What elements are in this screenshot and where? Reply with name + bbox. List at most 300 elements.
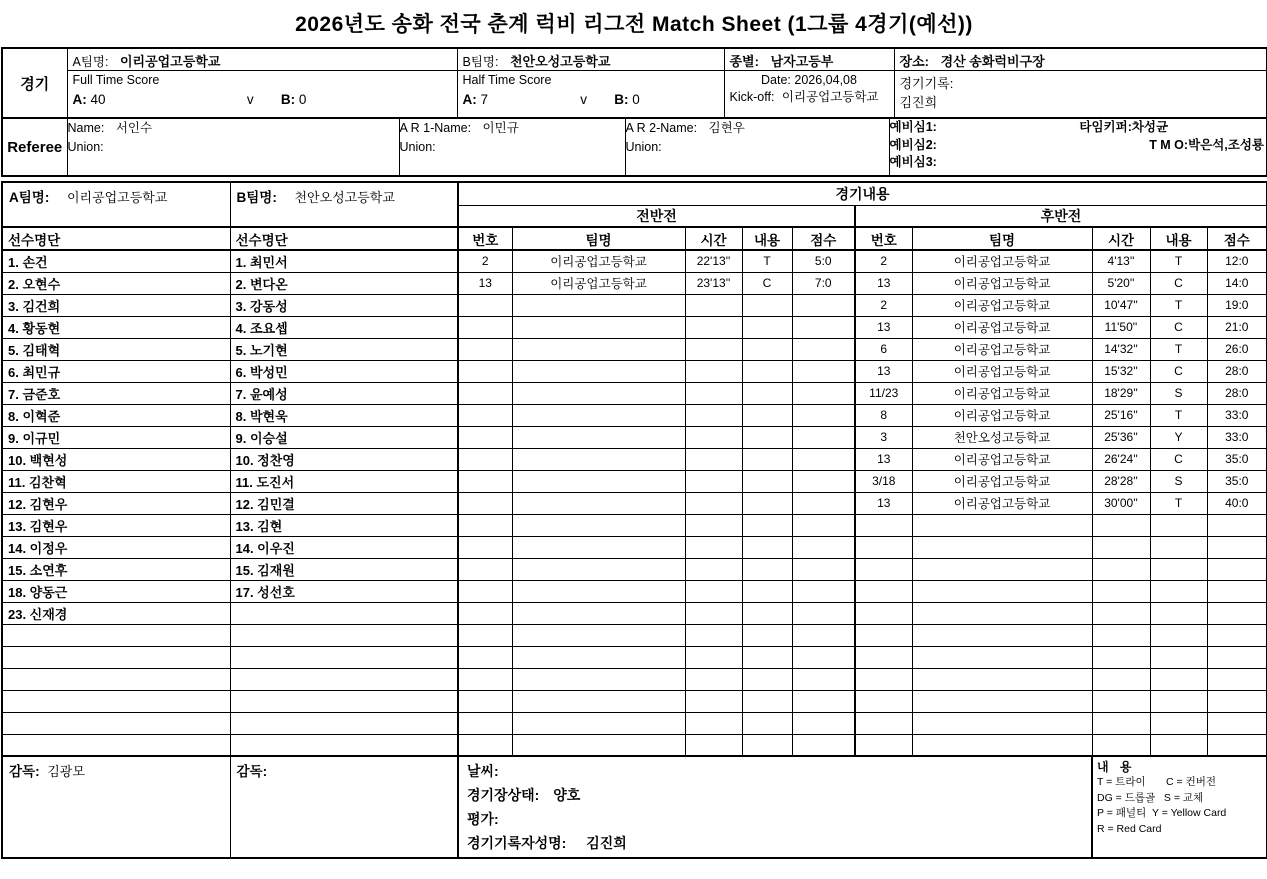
second-half-detail	[1150, 602, 1207, 624]
first-half-team	[512, 668, 685, 690]
team-a-player: 14. 이정우	[2, 536, 230, 558]
fh-col-team: 팀명	[512, 227, 685, 250]
legend-header: 내 용	[1097, 760, 1136, 774]
first-half-team	[512, 646, 685, 668]
category-line	[725, 49, 894, 71]
second-half-no: 13	[855, 316, 912, 338]
team-a-label: A팀명:	[72, 55, 109, 69]
second-half-no: 13	[855, 272, 912, 294]
team-a-player: 23. 신재경	[2, 602, 230, 624]
first-half-team	[512, 382, 685, 404]
grid-row	[2, 426, 1267, 448]
second-half-team: 이리공업고등학교	[912, 382, 1092, 404]
team-a-player	[2, 734, 230, 756]
team-a-player	[2, 624, 230, 646]
second-half-detail: C	[1150, 360, 1207, 382]
first-half-score	[792, 470, 855, 492]
category-value: 남자고등부	[770, 54, 834, 69]
first-half-no	[458, 294, 512, 316]
first-half-detail	[742, 690, 792, 712]
half-time-a-label: A:	[462, 92, 477, 107]
sh-col-team: 팀명	[912, 227, 1092, 250]
first-half-team	[512, 470, 685, 492]
second-half-time: 14'32''	[1092, 338, 1150, 360]
full-time-label: Full Time Score	[72, 73, 160, 87]
legend-lines	[1097, 775, 1262, 837]
half-time-a-value: 7	[480, 92, 489, 107]
grid-row	[2, 558, 1267, 580]
first-half-time	[685, 690, 742, 712]
first-half-team	[512, 316, 685, 338]
roster-team-b-label: B팀명:	[236, 190, 277, 205]
grid-row	[2, 646, 1267, 668]
second-half-team: 이리공업고등학교	[912, 316, 1092, 338]
first-half-time	[685, 294, 742, 316]
first-half-detail	[742, 426, 792, 448]
second-half-time	[1092, 624, 1150, 646]
team-b-player	[230, 646, 458, 668]
first-half-detail	[742, 734, 792, 756]
timekeeper-value: 타임키퍼:차성균	[1079, 120, 1169, 134]
second-half-time	[1092, 668, 1150, 690]
second-half-score	[1207, 536, 1267, 558]
grid-row	[2, 712, 1267, 734]
first-half-team	[512, 514, 685, 536]
ar2-union-line	[626, 138, 889, 157]
second-half-team: 이리공업고등학교	[912, 448, 1092, 470]
second-half-no: 3/18	[855, 470, 912, 492]
first-half-no	[458, 668, 512, 690]
second-half-team	[912, 624, 1092, 646]
first-half-team	[512, 602, 685, 624]
second-half-time: 11'50''	[1092, 316, 1150, 338]
recorder-block	[895, 71, 1267, 117]
team-a-player: 9. 이규민	[2, 426, 230, 448]
half-time-b-value: 0	[632, 92, 640, 107]
second-half-no: 6	[855, 338, 912, 360]
second-half-team: 이리공업고등학교	[912, 404, 1092, 426]
fh-col-time: 시간	[685, 227, 742, 250]
second-half-team	[912, 646, 1092, 668]
first-half-no	[458, 470, 512, 492]
first-half-detail	[742, 404, 792, 426]
full-time-score-block	[68, 71, 457, 117]
second-half-detail: S	[1150, 382, 1207, 404]
first-half-time	[685, 580, 742, 602]
second-half-no	[855, 580, 912, 602]
ar1-cell	[399, 118, 625, 176]
ar2-cell	[625, 118, 889, 176]
second-half-detail: C	[1150, 316, 1207, 338]
roster-team-a-name: 이리공업고등학교	[66, 190, 168, 205]
first-half-no	[458, 426, 512, 448]
first-half-score: 7:0	[792, 272, 855, 294]
second-half-team: 이리공업고등학교	[912, 360, 1092, 382]
second-half-team: 이리공업고등학교	[912, 250, 1092, 272]
second-half-no	[855, 668, 912, 690]
team-a-player: 18. 양동근	[2, 580, 230, 602]
second-half-team	[912, 580, 1092, 602]
second-half-time: 15'32''	[1092, 360, 1150, 382]
second-half-time	[1092, 602, 1150, 624]
first-half-no	[458, 712, 512, 734]
second-half-score: 19:0	[1207, 294, 1267, 316]
first-half-detail	[742, 602, 792, 624]
first-half-detail	[742, 580, 792, 602]
second-half-detail: T	[1150, 250, 1207, 272]
recorder-label: 경기기록:	[899, 76, 954, 91]
team-a-player	[2, 690, 230, 712]
second-half-no: 8	[855, 404, 912, 426]
first-half-score	[792, 624, 855, 646]
second-half-team	[912, 558, 1092, 580]
first-half-no	[458, 558, 512, 580]
grid-row	[2, 668, 1267, 690]
first-half-team	[512, 734, 685, 756]
second-half-score	[1207, 734, 1267, 756]
ar2-name-label: A R 2-Name:	[625, 121, 698, 135]
first-half-team	[512, 690, 685, 712]
category-date-cell	[724, 48, 894, 118]
second-half-score: 21:0	[1207, 316, 1267, 338]
second-half-time: 30'00''	[1092, 492, 1150, 514]
team-b-player	[230, 624, 458, 646]
match-content-header: 경기내용	[458, 182, 1267, 205]
first-half-time	[685, 624, 742, 646]
first-half-time	[685, 514, 742, 536]
grid-row	[2, 404, 1267, 426]
team-b-player: 3. 강동성	[230, 294, 458, 316]
first-half-detail: T	[742, 250, 792, 272]
second-half-score	[1207, 558, 1267, 580]
fh-col-score: 점수	[792, 227, 855, 250]
first-half-time	[685, 536, 742, 558]
team-b-player: 1. 최민서	[230, 250, 458, 272]
venue-label: 장소:	[899, 54, 929, 69]
first-half-score	[792, 338, 855, 360]
kickoff-line	[730, 87, 889, 105]
first-half-detail	[742, 360, 792, 382]
first-half-team	[512, 360, 685, 382]
first-half-detail	[742, 668, 792, 690]
match-row-label: 경기	[2, 48, 67, 118]
second-half-detail	[1150, 734, 1207, 756]
second-half-detail	[1150, 690, 1207, 712]
team-a-player: 10. 백현성	[2, 448, 230, 470]
first-half-detail	[742, 338, 792, 360]
grid-row	[2, 624, 1267, 646]
recorder-sign-value: 김진희	[586, 835, 627, 851]
tmo-value: T M O:박은석,조성룡	[1149, 137, 1264, 152]
team-a-player: 2. 오현수	[2, 272, 230, 294]
full-time-b-label: B:	[280, 92, 296, 107]
first-half-no	[458, 646, 512, 668]
second-half-detail: T	[1150, 338, 1207, 360]
second-half-team: 이리공업고등학교	[912, 294, 1092, 316]
full-time-b-value: 0	[298, 92, 307, 107]
second-half-time: 26'24''	[1092, 448, 1150, 470]
second-half-detail	[1150, 668, 1207, 690]
kickoff-label: Kick-off:	[729, 90, 775, 104]
first-half-no	[458, 338, 512, 360]
half-time-score-block	[458, 71, 724, 117]
referee-main-cell	[67, 118, 399, 176]
second-half-score	[1207, 624, 1267, 646]
team-b-player: 4. 조요셉	[230, 316, 458, 338]
first-half-no	[458, 734, 512, 756]
second-half-time	[1092, 558, 1150, 580]
ar2-union-label: Union:	[625, 140, 662, 154]
recorder-value: 김진희	[899, 95, 938, 110]
first-half-time: 22'13''	[685, 250, 742, 272]
half-time-b-label: B:	[614, 92, 629, 107]
page-title: 2026년도 송화 전국 춘계 럭비 리그전 Match Sheet (1그룹 4경기(예선))	[295, 13, 973, 36]
second-half-no	[855, 712, 912, 734]
team-b-player: 9. 이승설	[230, 426, 458, 448]
reserve-officials-grid	[890, 119, 1267, 172]
team-b-player	[230, 668, 458, 690]
team-b-name-line	[458, 49, 724, 71]
team-a-name-line	[68, 49, 457, 71]
first-half-score	[792, 448, 855, 470]
first-half-team	[512, 624, 685, 646]
second-half-time: 28'28''	[1092, 470, 1150, 492]
first-half-detail	[742, 558, 792, 580]
second-half-detail: Y	[1150, 426, 1207, 448]
first-half-team	[512, 404, 685, 426]
first-half-time	[685, 734, 742, 756]
second-half-detail	[1150, 536, 1207, 558]
second-half-time: 25'36''	[1092, 426, 1150, 448]
team-a-player: 7. 금준호	[2, 382, 230, 404]
match-info-table	[1, 47, 1267, 119]
team-a-player: 8. 이혁준	[2, 404, 230, 426]
second-half-detail: T	[1150, 492, 1207, 514]
first-half-team	[512, 536, 685, 558]
full-time-a-label: A:	[72, 92, 87, 107]
ar1-name: 이민규	[482, 121, 519, 135]
first-half-detail	[742, 294, 792, 316]
team-b-player: 8. 박현욱	[230, 404, 458, 426]
second-half-no: 13	[855, 448, 912, 470]
team-a-player: 4. 황동현	[2, 316, 230, 338]
second-half-time: 5'20''	[1092, 272, 1150, 294]
first-half-detail	[742, 382, 792, 404]
team-b-player: 14. 이우진	[230, 536, 458, 558]
first-half-detail: C	[742, 272, 792, 294]
first-half-score	[792, 690, 855, 712]
second-half-score	[1207, 514, 1267, 536]
team-b-info-cell	[457, 48, 724, 118]
second-half-score	[1207, 690, 1267, 712]
first-half-no	[458, 580, 512, 602]
first-half-time	[685, 448, 742, 470]
roster-team-b-name: 천안오성고등학교	[294, 190, 395, 205]
legend-line: T = 트라이 C = 컨버전	[1097, 776, 1217, 788]
coach-b-cell	[230, 756, 458, 858]
first-half-no	[458, 624, 512, 646]
second-half-no	[855, 734, 912, 756]
first-half-header: 전반전	[458, 205, 855, 227]
second-half-score: 33:0	[1207, 404, 1267, 426]
second-half-score	[1207, 602, 1267, 624]
first-half-team	[512, 492, 685, 514]
main-table	[1, 181, 1267, 859]
sh-col-score: 점수	[1207, 227, 1267, 250]
first-half-team	[512, 338, 685, 360]
team-a-player: 11. 김찬혁	[2, 470, 230, 492]
team-b-player: 11. 도진서	[230, 470, 458, 492]
second-half-team	[912, 734, 1092, 756]
referee-name: 서인수	[115, 121, 153, 135]
first-half-score	[792, 734, 855, 756]
first-half-no: 13	[458, 272, 512, 294]
ar1-name-label: A R 1-Name:	[399, 121, 472, 135]
first-half-team	[512, 712, 685, 734]
team-b-label: B팀명:	[462, 55, 499, 69]
coach-a-cell	[2, 756, 230, 858]
second-half-team: 이리공업고등학교	[912, 338, 1092, 360]
second-half-score	[1207, 580, 1267, 602]
first-half-no	[458, 382, 512, 404]
first-half-detail	[742, 712, 792, 734]
team-a-name: 이리공업고등학교	[119, 54, 221, 69]
second-half-team	[912, 690, 1092, 712]
second-half-no	[855, 690, 912, 712]
team-b-player: 15. 김재원	[230, 558, 458, 580]
first-half-detail	[742, 536, 792, 558]
grid-row	[2, 360, 1267, 382]
first-half-no	[458, 514, 512, 536]
team-b-player	[230, 690, 458, 712]
second-half-detail	[1150, 558, 1207, 580]
grid-row	[2, 536, 1267, 558]
team-a-player: 3. 김건희	[2, 294, 230, 316]
second-half-team: 이리공업고등학교	[912, 492, 1092, 514]
roster-team-b-header	[230, 182, 458, 227]
roster-team-a-label: A팀명:	[9, 190, 50, 205]
first-half-time	[685, 426, 742, 448]
first-half-score	[792, 426, 855, 448]
referee-union-label: Union:	[67, 140, 104, 154]
grid-row	[2, 250, 1267, 272]
roster-team-a-header	[2, 182, 230, 227]
first-half-score	[792, 602, 855, 624]
sh-col-detail: 내용	[1150, 227, 1207, 250]
team-a-info-cell	[67, 48, 457, 118]
second-half-no: 13	[855, 492, 912, 514]
first-half-detail	[742, 514, 792, 536]
first-half-score: 5:0	[792, 250, 855, 272]
second-half-no	[855, 646, 912, 668]
evaluation-line: 평가:	[467, 811, 499, 827]
second-half-detail	[1150, 646, 1207, 668]
team-a-player: 1. 손건	[2, 250, 230, 272]
first-half-score	[792, 712, 855, 734]
first-half-score	[792, 294, 855, 316]
first-half-detail	[742, 624, 792, 646]
grid-row	[2, 514, 1267, 536]
second-half-no: 3	[855, 426, 912, 448]
first-half-no	[458, 360, 512, 382]
first-half-no: 2	[458, 250, 512, 272]
first-half-time	[685, 470, 742, 492]
second-half-score: 26:0	[1207, 338, 1267, 360]
kickoff-value: 이리공업고등학교	[781, 90, 879, 104]
first-half-team: 이리공업고등학교	[512, 250, 685, 272]
team-b-player: 17. 성선호	[230, 580, 458, 602]
first-half-score	[792, 316, 855, 338]
second-half-team: 이리공업고등학교	[912, 272, 1092, 294]
first-half-no	[458, 602, 512, 624]
second-half-detail	[1150, 712, 1207, 734]
second-half-team	[912, 712, 1092, 734]
venue-value: 경산 송화럭비구장	[940, 54, 1045, 69]
second-half-no	[855, 624, 912, 646]
first-half-team	[512, 580, 685, 602]
first-half-no	[458, 492, 512, 514]
second-half-no: 13	[855, 360, 912, 382]
fh-col-detail: 내용	[742, 227, 792, 250]
second-half-score: 28:0	[1207, 360, 1267, 382]
second-half-time	[1092, 646, 1150, 668]
fh-col-no: 번호	[458, 227, 512, 250]
full-time-score-line	[73, 92, 452, 107]
legend-line: R = Red Card	[1097, 822, 1162, 835]
first-half-time	[685, 668, 742, 690]
half-time-score-line	[463, 92, 719, 107]
second-half-time	[1092, 712, 1150, 734]
reserve2-label: 예비심2:	[889, 137, 937, 152]
first-half-no	[458, 448, 512, 470]
second-half-no: 2	[855, 250, 912, 272]
first-half-time	[685, 602, 742, 624]
ar1-union-label: Union:	[399, 140, 436, 154]
coach-b-label: 감독:	[236, 764, 268, 779]
team-b-player: 12. 김민결	[230, 492, 458, 514]
first-half-no	[458, 536, 512, 558]
team-b-name: 천안오성고등학교	[509, 54, 611, 69]
coach-a-label: 감독:	[9, 764, 40, 779]
first-half-time	[685, 316, 742, 338]
grid-row	[2, 602, 1267, 624]
ground-line	[467, 783, 1083, 807]
first-half-no	[458, 316, 512, 338]
first-half-score	[792, 360, 855, 382]
grid-row	[2, 338, 1267, 360]
first-half-team: 이리공업고등학교	[512, 272, 685, 294]
date-kickoff-block	[725, 71, 894, 117]
second-half-no	[855, 514, 912, 536]
team-b-player: 6. 박성민	[230, 360, 458, 382]
second-half-detail	[1150, 514, 1207, 536]
first-half-score	[792, 382, 855, 404]
first-half-detail	[742, 470, 792, 492]
coach-a-name: 김광모	[47, 764, 85, 779]
recorder-sign-label: 경기기록자성명:	[467, 835, 567, 851]
team-b-player	[230, 712, 458, 734]
team-b-player: 10. 정찬영	[230, 448, 458, 470]
grid-row	[2, 448, 1267, 470]
grid-row	[2, 470, 1267, 492]
second-half-detail: C	[1150, 272, 1207, 294]
first-half-time	[685, 338, 742, 360]
second-half-team	[912, 536, 1092, 558]
half-time-versus: v	[580, 92, 587, 107]
venue-line	[895, 49, 1267, 71]
half-time-label: Half Time Score	[462, 73, 552, 87]
venue-recorder-cell	[894, 48, 1267, 118]
